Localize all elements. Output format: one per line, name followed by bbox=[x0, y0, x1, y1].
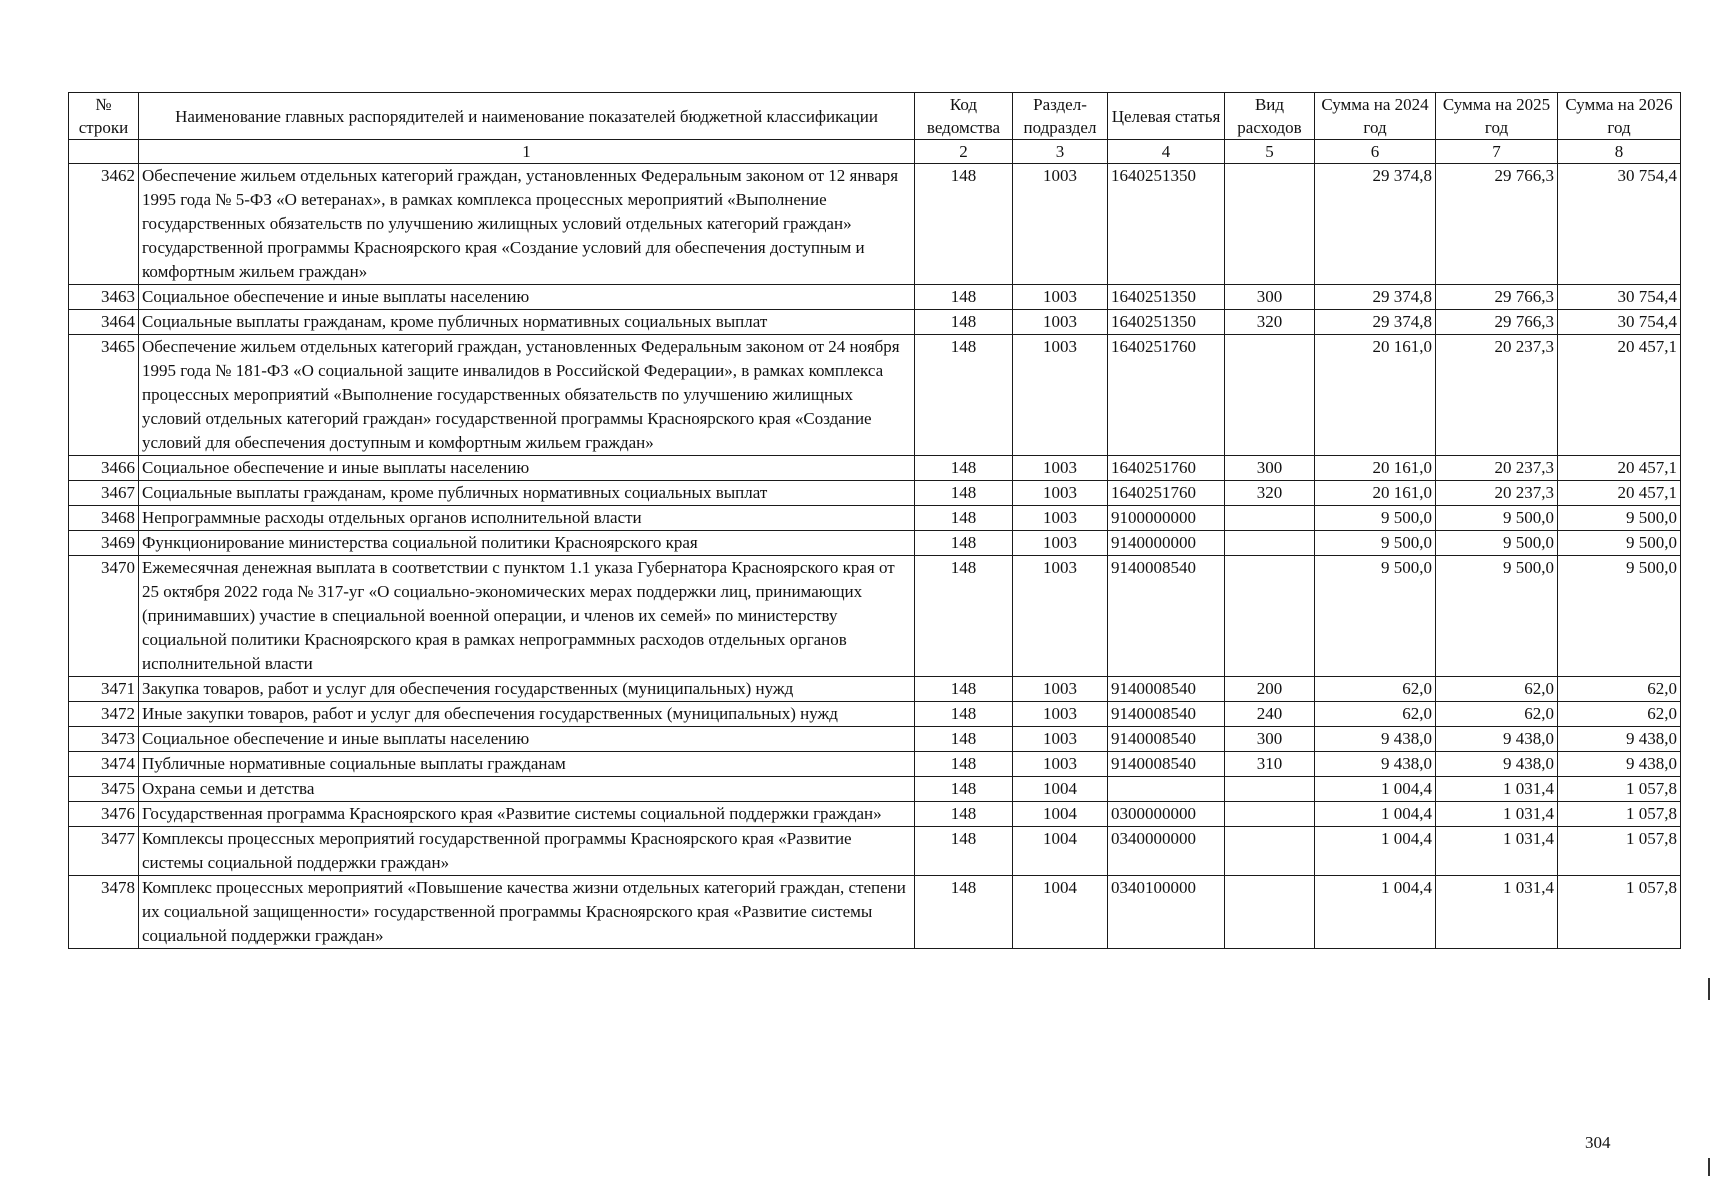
header-dept: Код ведомства bbox=[915, 93, 1013, 140]
sum-2025-cell: 9 500,0 bbox=[1436, 506, 1558, 531]
row-name-cell: Ежемесячная денежная выплата в соответствии с пунктом 1.1 указа Губернатора Красноярского края от 25 октября 2022 года № 317-уг «О социально-экономических мерах поддержки лиц, принимающих (принимавших) участие в специальной военной операции, и членов их семей» по министерству социальной политики Красноярского края в рамках непрограммных расходов отдельных органов исполнительной власти bbox=[139, 556, 915, 677]
target-code-cell: 9140008540 bbox=[1108, 752, 1225, 777]
target-code-cell: 0300000000 bbox=[1108, 802, 1225, 827]
row-name-cell: Социальные выплаты гражданам, кроме публичных нормативных социальных выплат bbox=[139, 481, 915, 506]
expense-type-cell bbox=[1225, 556, 1315, 677]
sum-2026-cell: 9 500,0 bbox=[1558, 556, 1681, 677]
row-name-cell: Социальные выплаты гражданам, кроме публичных нормативных социальных выплат bbox=[139, 310, 915, 335]
scan-edge-mark bbox=[1708, 1158, 1710, 1176]
expense-type-cell bbox=[1225, 802, 1315, 827]
row-number-cell: 3462 bbox=[69, 164, 139, 285]
section-code-cell: 1003 bbox=[1013, 677, 1108, 702]
sum-2026-cell: 1 057,8 bbox=[1558, 876, 1681, 949]
header-row bbox=[69, 93, 1681, 140]
table-row bbox=[69, 310, 1681, 335]
column-index: 4 bbox=[1108, 140, 1225, 164]
sum-2024-cell: 1 004,4 bbox=[1315, 876, 1436, 949]
sum-2026-cell: 62,0 bbox=[1558, 702, 1681, 727]
section-code-cell: 1003 bbox=[1013, 335, 1108, 456]
header-row-num: № строки bbox=[69, 93, 139, 140]
dept-code-cell: 148 bbox=[915, 506, 1013, 531]
dept-code-cell: 148 bbox=[915, 285, 1013, 310]
row-name-cell: Социальное обеспечение и иные выплаты населению bbox=[139, 727, 915, 752]
row-name-cell: Иные закупки товаров, работ и услуг для обеспечения государственных (муниципальных) нужд bbox=[139, 702, 915, 727]
sum-2025-cell: 20 237,3 bbox=[1436, 481, 1558, 506]
dept-code-cell: 148 bbox=[915, 752, 1013, 777]
header-sum-2024: Сумма на 2024 год bbox=[1315, 93, 1436, 140]
expense-type-cell bbox=[1225, 335, 1315, 456]
dept-code-cell: 148 bbox=[915, 802, 1013, 827]
dept-code-cell: 148 bbox=[915, 531, 1013, 556]
row-number-cell: 3473 bbox=[69, 727, 139, 752]
sum-2026-cell: 9 500,0 bbox=[1558, 506, 1681, 531]
row-name-cell: Социальное обеспечение и иные выплаты населению bbox=[139, 456, 915, 481]
target-code-cell: 1640251760 bbox=[1108, 481, 1225, 506]
sum-2026-cell: 1 057,8 bbox=[1558, 777, 1681, 802]
scan-edge-mark bbox=[1708, 978, 1710, 1000]
sum-2025-cell: 20 237,3 bbox=[1436, 335, 1558, 456]
row-name-cell: Публичные нормативные социальные выплаты гражданам bbox=[139, 752, 915, 777]
row-name-cell: Социальное обеспечение и иные выплаты населению bbox=[139, 285, 915, 310]
section-code-cell: 1003 bbox=[1013, 285, 1108, 310]
column-index-blank bbox=[69, 140, 139, 164]
dept-code-cell: 148 bbox=[915, 777, 1013, 802]
dept-code-cell: 148 bbox=[915, 164, 1013, 285]
target-code-cell: 9140008540 bbox=[1108, 702, 1225, 727]
sum-2024-cell: 20 161,0 bbox=[1315, 481, 1436, 506]
sum-2026-cell: 9 438,0 bbox=[1558, 727, 1681, 752]
table-row bbox=[69, 752, 1681, 777]
table-row bbox=[69, 456, 1681, 481]
row-number-cell: 3471 bbox=[69, 677, 139, 702]
row-number-cell: 3472 bbox=[69, 702, 139, 727]
sum-2026-cell: 20 457,1 bbox=[1558, 456, 1681, 481]
row-number-cell: 3477 bbox=[69, 827, 139, 876]
row-number-cell: 3463 bbox=[69, 285, 139, 310]
section-code-cell: 1003 bbox=[1013, 531, 1108, 556]
sum-2025-cell: 9 500,0 bbox=[1436, 556, 1558, 677]
header-section: Раздел-подраздел bbox=[1013, 93, 1108, 140]
target-code-cell: 9140008540 bbox=[1108, 556, 1225, 677]
table-row bbox=[69, 164, 1681, 285]
section-code-cell: 1003 bbox=[1013, 752, 1108, 777]
column-index: 1 bbox=[139, 140, 915, 164]
row-name-cell: Закупка товаров, работ и услуг для обеспечения государственных (муниципальных) нужд bbox=[139, 677, 915, 702]
row-number-cell: 3464 bbox=[69, 310, 139, 335]
target-code-cell: 9140008540 bbox=[1108, 727, 1225, 752]
sum-2025-cell: 1 031,4 bbox=[1436, 827, 1558, 876]
column-index: 5 bbox=[1225, 140, 1315, 164]
table-row bbox=[69, 777, 1681, 802]
table-row bbox=[69, 531, 1681, 556]
target-code-cell: 1640251350 bbox=[1108, 285, 1225, 310]
sum-2026-cell: 30 754,4 bbox=[1558, 285, 1681, 310]
table-row bbox=[69, 556, 1681, 677]
dept-code-cell: 148 bbox=[915, 727, 1013, 752]
section-code-cell: 1004 bbox=[1013, 777, 1108, 802]
sum-2025-cell: 29 766,3 bbox=[1436, 310, 1558, 335]
table-row bbox=[69, 876, 1681, 949]
sum-2024-cell: 20 161,0 bbox=[1315, 456, 1436, 481]
section-code-cell: 1003 bbox=[1013, 506, 1108, 531]
row-name-cell: Обеспечение жильем отдельных категорий граждан, установленных Федеральным законом от 24 ноября 1995 года № 181-ФЗ «О социальной защите инвалидов в Российской Федерации», в рамках комплекса процессных мероприятий «Выполнение государственных обязательств по улучшению жилищных условий отдельных категорий граждан» государственной программы Красноярского края «Создание условий для обеспечения доступным и комфортным жильем граждан» bbox=[139, 335, 915, 456]
row-number-cell: 3476 bbox=[69, 802, 139, 827]
table-row bbox=[69, 802, 1681, 827]
section-code-cell: 1003 bbox=[1013, 702, 1108, 727]
sum-2024-cell: 29 374,8 bbox=[1315, 285, 1436, 310]
sum-2024-cell: 62,0 bbox=[1315, 702, 1436, 727]
table-row bbox=[69, 481, 1681, 506]
expense-type-cell: 310 bbox=[1225, 752, 1315, 777]
table-body bbox=[69, 164, 1681, 949]
row-number-cell: 3469 bbox=[69, 531, 139, 556]
target-code-cell: 1640251350 bbox=[1108, 164, 1225, 285]
section-code-cell: 1003 bbox=[1013, 310, 1108, 335]
sum-2024-cell: 9 500,0 bbox=[1315, 506, 1436, 531]
sum-2025-cell: 62,0 bbox=[1436, 677, 1558, 702]
dept-code-cell: 148 bbox=[915, 481, 1013, 506]
table-row bbox=[69, 727, 1681, 752]
budget-table bbox=[68, 92, 1681, 949]
table-row bbox=[69, 506, 1681, 531]
row-name-cell: Функционирование министерства социальной политики Красноярского края bbox=[139, 531, 915, 556]
sum-2024-cell: 9 438,0 bbox=[1315, 727, 1436, 752]
row-number-cell: 3478 bbox=[69, 876, 139, 949]
expense-type-cell: 200 bbox=[1225, 677, 1315, 702]
dept-code-cell: 148 bbox=[915, 456, 1013, 481]
expense-type-cell bbox=[1225, 777, 1315, 802]
column-index: 2 bbox=[915, 140, 1013, 164]
expense-type-cell bbox=[1225, 827, 1315, 876]
header-target: Целевая статья bbox=[1108, 93, 1225, 140]
sum-2024-cell: 1 004,4 bbox=[1315, 777, 1436, 802]
section-code-cell: 1004 bbox=[1013, 876, 1108, 949]
row-name-cell: Комплекс процессных мероприятий «Повышение качества жизни отдельных категорий граждан, степени их социальной защищенности» государственной программы Красноярского края «Развитие системы социальной поддержки граждан» bbox=[139, 876, 915, 949]
row-name-cell: Обеспечение жильем отдельных категорий граждан, установленных Федеральным законом от 12 января 1995 года № 5-ФЗ «О ветеранах», в рамках комплекса процессных мероприятий «Выполнение государственных обязательств по улучшению жилищных условий отдельных категорий граждан» государственной программы Красноярского края «Создание условий для обеспечения доступным и комфортным жильем граждан» bbox=[139, 164, 915, 285]
sum-2024-cell: 1 004,4 bbox=[1315, 802, 1436, 827]
sum-2024-cell: 9 438,0 bbox=[1315, 752, 1436, 777]
sum-2025-cell: 1 031,4 bbox=[1436, 802, 1558, 827]
sum-2024-cell: 29 374,8 bbox=[1315, 164, 1436, 285]
expense-type-cell: 320 bbox=[1225, 481, 1315, 506]
row-number-cell: 3470 bbox=[69, 556, 139, 677]
section-code-cell: 1003 bbox=[1013, 456, 1108, 481]
sum-2024-cell: 20 161,0 bbox=[1315, 335, 1436, 456]
target-code-cell: 9140000000 bbox=[1108, 531, 1225, 556]
sum-2026-cell: 9 500,0 bbox=[1558, 531, 1681, 556]
row-number-cell: 3475 bbox=[69, 777, 139, 802]
column-index: 3 bbox=[1013, 140, 1108, 164]
section-code-cell: 1004 bbox=[1013, 802, 1108, 827]
row-number-cell: 3468 bbox=[69, 506, 139, 531]
section-code-cell: 1003 bbox=[1013, 164, 1108, 285]
row-number-cell: 3466 bbox=[69, 456, 139, 481]
sum-2025-cell: 29 766,3 bbox=[1436, 285, 1558, 310]
sum-2026-cell: 30 754,4 bbox=[1558, 164, 1681, 285]
column-index-row bbox=[69, 140, 1681, 164]
expense-type-cell bbox=[1225, 531, 1315, 556]
sum-2024-cell: 29 374,8 bbox=[1315, 310, 1436, 335]
header-sum-2026: Сумма на 2026 год bbox=[1558, 93, 1681, 140]
column-index: 8 bbox=[1558, 140, 1681, 164]
dept-code-cell: 148 bbox=[915, 876, 1013, 949]
sum-2025-cell: 1 031,4 bbox=[1436, 777, 1558, 802]
column-index: 6 bbox=[1315, 140, 1436, 164]
dept-code-cell: 148 bbox=[915, 335, 1013, 456]
dept-code-cell: 148 bbox=[915, 310, 1013, 335]
sum-2025-cell: 9 500,0 bbox=[1436, 531, 1558, 556]
sum-2024-cell: 9 500,0 bbox=[1315, 556, 1436, 677]
row-name-cell: Государственная программа Красноярского края «Развитие системы социальной поддержки граждан» bbox=[139, 802, 915, 827]
section-code-cell: 1003 bbox=[1013, 481, 1108, 506]
dept-code-cell: 148 bbox=[915, 702, 1013, 727]
target-code-cell: 1640251350 bbox=[1108, 310, 1225, 335]
target-code-cell: 0340100000 bbox=[1108, 876, 1225, 949]
table-row bbox=[69, 285, 1681, 310]
expense-type-cell: 300 bbox=[1225, 727, 1315, 752]
target-code-cell: 1640251760 bbox=[1108, 456, 1225, 481]
sum-2026-cell: 62,0 bbox=[1558, 677, 1681, 702]
expense-type-cell: 320 bbox=[1225, 310, 1315, 335]
sum-2026-cell: 9 438,0 bbox=[1558, 752, 1681, 777]
expense-type-cell: 300 bbox=[1225, 285, 1315, 310]
target-code-cell: 9100000000 bbox=[1108, 506, 1225, 531]
row-name-cell: Охрана семьи и детства bbox=[139, 777, 915, 802]
sum-2025-cell: 20 237,3 bbox=[1436, 456, 1558, 481]
expense-type-cell: 240 bbox=[1225, 702, 1315, 727]
row-number-cell: 3474 bbox=[69, 752, 139, 777]
table-row bbox=[69, 677, 1681, 702]
expense-type-cell bbox=[1225, 164, 1315, 285]
row-name-cell: Непрограммные расходы отдельных органов исполнительной власти bbox=[139, 506, 915, 531]
sum-2026-cell: 20 457,1 bbox=[1558, 481, 1681, 506]
target-code-cell: 0340000000 bbox=[1108, 827, 1225, 876]
section-code-cell: 1004 bbox=[1013, 827, 1108, 876]
sum-2026-cell: 1 057,8 bbox=[1558, 802, 1681, 827]
target-code-cell: 1640251760 bbox=[1108, 335, 1225, 456]
target-code-cell bbox=[1108, 777, 1225, 802]
page-number: 304 bbox=[1585, 1133, 1611, 1152]
sum-2025-cell: 9 438,0 bbox=[1436, 727, 1558, 752]
expense-type-cell: 300 bbox=[1225, 456, 1315, 481]
sum-2024-cell: 9 500,0 bbox=[1315, 531, 1436, 556]
dept-code-cell: 148 bbox=[915, 556, 1013, 677]
table-row bbox=[69, 702, 1681, 727]
row-number-cell: 3465 bbox=[69, 335, 139, 456]
sum-2025-cell: 1 031,4 bbox=[1436, 876, 1558, 949]
dept-code-cell: 148 bbox=[915, 677, 1013, 702]
target-code-cell: 9140008540 bbox=[1108, 677, 1225, 702]
sum-2025-cell: 9 438,0 bbox=[1436, 752, 1558, 777]
sum-2024-cell: 1 004,4 bbox=[1315, 827, 1436, 876]
section-code-cell: 1003 bbox=[1013, 727, 1108, 752]
table-row bbox=[69, 827, 1681, 876]
row-number-cell: 3467 bbox=[69, 481, 139, 506]
sum-2025-cell: 29 766,3 bbox=[1436, 164, 1558, 285]
section-code-cell: 1003 bbox=[1013, 556, 1108, 677]
sum-2026-cell: 20 457,1 bbox=[1558, 335, 1681, 456]
table-row bbox=[69, 335, 1681, 456]
sum-2026-cell: 1 057,8 bbox=[1558, 827, 1681, 876]
expense-type-cell bbox=[1225, 506, 1315, 531]
header-expense-type: Вид расходов bbox=[1225, 93, 1315, 140]
sum-2026-cell: 30 754,4 bbox=[1558, 310, 1681, 335]
column-index: 7 bbox=[1436, 140, 1558, 164]
row-name-cell: Комплексы процессных мероприятий государственной программы Красноярского края «Развитие системы социальной поддержки граждан» bbox=[139, 827, 915, 876]
sum-2024-cell: 62,0 bbox=[1315, 677, 1436, 702]
header-sum-2025: Сумма на 2025 год bbox=[1436, 93, 1558, 140]
header-name: Наименование главных распорядителей и наименование показателей бюджетной классификации bbox=[139, 93, 915, 140]
expense-type-cell bbox=[1225, 876, 1315, 949]
sum-2025-cell: 62,0 bbox=[1436, 702, 1558, 727]
dept-code-cell: 148 bbox=[915, 827, 1013, 876]
